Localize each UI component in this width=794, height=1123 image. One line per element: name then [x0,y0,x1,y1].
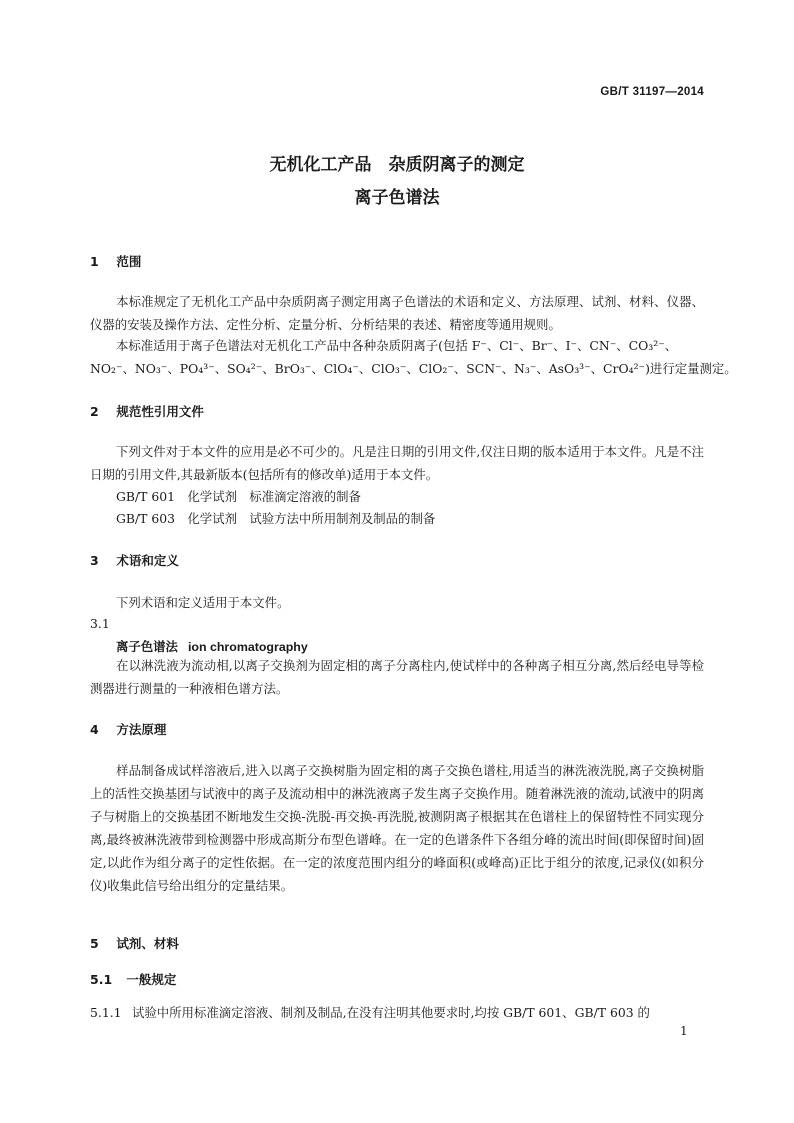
paragraph-text: 在以淋洗液为流动相,以离子交换剂为固定相的离子分离柱内,使试样中的各种离子相互分离,然后经电导等检测器进行测量的一种液相色谱方法。 [90,658,704,696]
subsection-5-1-heading [90,970,176,988]
subsection-3-1-number: 3.1 [90,616,110,631]
standard-code: GB/T 31197—2014 [600,86,704,98]
clause-text: 试验中所用标准滴定溶液、制剂及制品,在没有注明其他要求时,均按 GB/T 601、GB/T 603 的 [132,1005,650,1020]
paragraph-text: 本标准规定了无机化工产品中杂质阴离子测定用离子色谱法的术语和定义、方法原理、试剂、材料、仪器、仪器的安装及操作方法、定性分析、定量分析、分析结果的表述、精密度等通用规则。 [90,294,704,332]
section-2-paragraph-1 [90,440,704,486]
section-number: 1 [90,254,99,269]
section-1-paragraph-2-line-2: NO₂⁻、NO₃⁻、PO₄³⁻、SO₄²⁻、BrO₃⁻、ClO₄⁻、ClO₃⁻、ClO₂⁻、SCN⁻、N₃⁻、AsO₃³⁻、CrO₄²⁻)进行定量测定。 [90,361,737,376]
section-number: 5 [90,936,99,951]
page-number: 1 [680,1024,688,1038]
section-number: 3 [90,553,99,568]
paragraph-text: 下列文件对于本文件的应用是必不可少的。凡是注日期的引用文件,仅注日期的版本适用于本文件。凡是不注日期的引用文件,其最新版本(包括所有的修改单)适用于本文件。 [90,444,704,482]
document-title: 无机化工产品 杂质阴离子的测定 [269,155,525,175]
term-english: ion chromatography [187,640,308,654]
section-3-heading [90,551,179,569]
section-title: 方法原理 [116,722,167,737]
section-title: 术语和定义 [116,553,179,568]
term-definition [90,654,704,700]
section-4-heading [90,720,166,738]
normative-reference-1: GB/T 601 化学试剂 标准滴定溶液的制备 [116,489,361,504]
section-1-paragraph-1 [90,290,704,336]
section-number: 5.1 [90,972,113,987]
section-title: 试剂、材料 [116,936,179,951]
term-entry [116,637,308,655]
document-subtitle: 离子色谱法 [354,188,440,208]
paragraph-text: 样品制备成试样溶液后,进入以离子交换树脂为固定相的离子交换色谱柱,用适当的淋洗液洗脱,离子交换树脂上的活性交换基团与试液中的离子及流动相中的淋洗液离子发生离子交换作用。随着淋洗液的流动,试液中的阴离子与树脂上的交换基团不断地发生交换-洗脱-再交换-再洗脱,被测阴离子根据其在色谱柱上的保留特性不同实现分离,最终被淋洗液带到检测器中形成高斯分布型色谱峰。在一定的色谱条件下各组分峰的流出时间(即保留时间)固定,以此作为组分离子的定性依据。在一定的浓度范围内组分的峰面积(或峰高)正比于组分的浓度,记录仪(如积分仪)收集此信号给出组分的定量结果。 [90,763,704,893]
clause-number: 5.1.1 [90,1005,122,1020]
normative-reference-2: GB/T 603 化学试剂 试验方法中所用制剂及制品的制备 [116,511,436,526]
section-number: 4 [90,722,99,737]
term-chinese: 离子色谱法 [116,639,178,654]
section-1-paragraph-2-line-1: 本标准适用于离子色谱法对无机化工产品中各种杂质阴离子(包括 F⁻、Cl⁻、Br⁻、I⁻、CN⁻、CO₃²⁻、 [116,338,678,353]
section-title: 范围 [116,254,142,269]
clause-5-1-1 [90,1003,650,1021]
section-1-heading [90,252,141,270]
section-4-paragraph-1 [90,759,704,897]
section-title: 一般规定 [126,972,177,987]
section-3-intro: 下列术语和定义适用于本文件。 [116,595,290,610]
section-title: 规范性引用文件 [116,404,204,419]
section-number: 2 [90,404,99,419]
section-2-heading [90,402,204,420]
section-5-heading [90,934,179,952]
